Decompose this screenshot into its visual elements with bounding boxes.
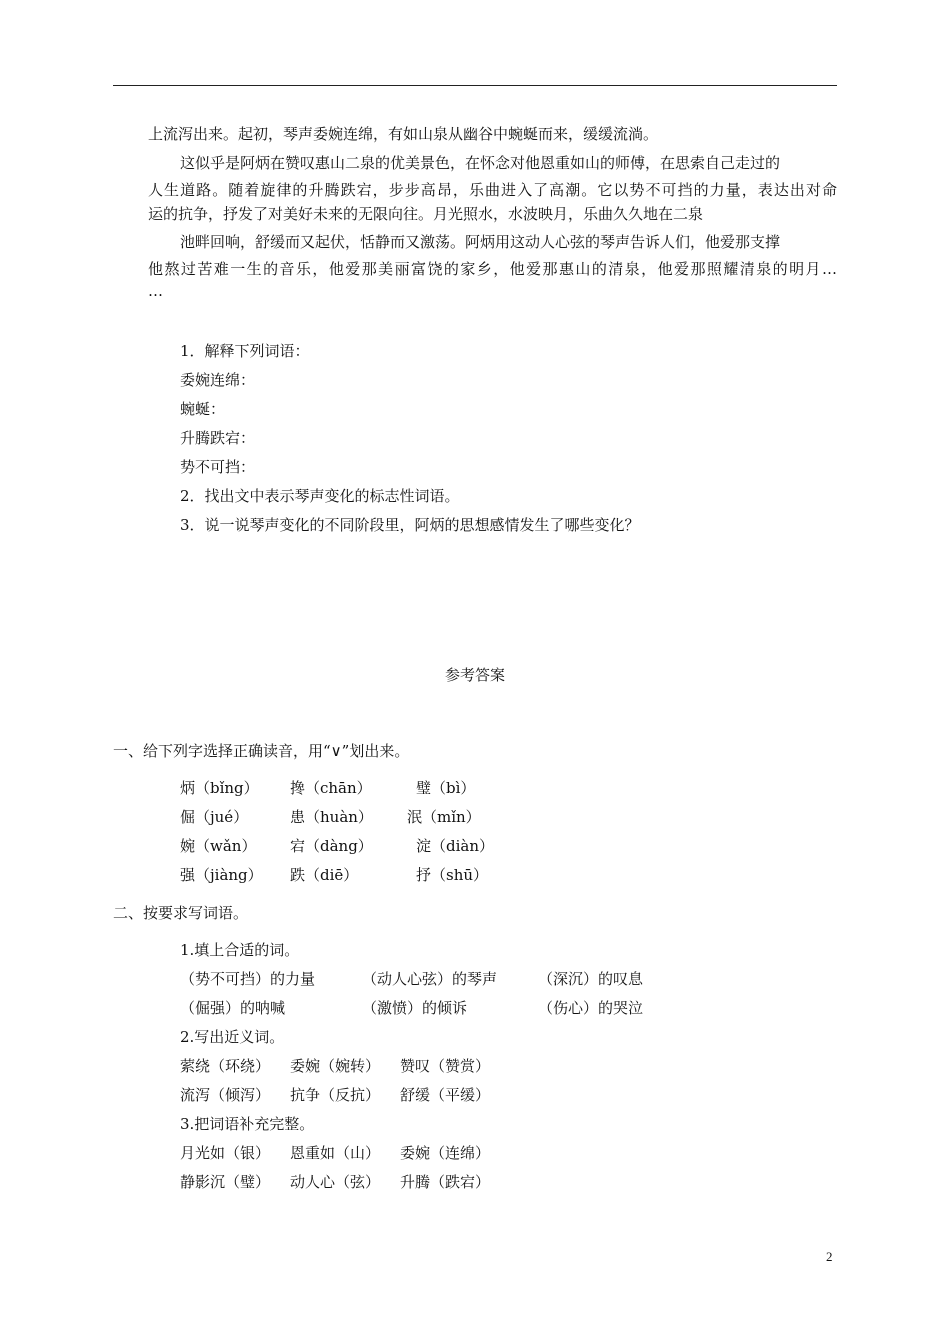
subsection-heading: 3.把词语补充完整。: [180, 1115, 315, 1133]
passage-line: 运的抗争，抒发了对美好未来的无限向往。月光照水，水波映月，乐曲久久地在二泉: [148, 205, 704, 223]
pinyin-item: 搀（chān）: [290, 779, 372, 797]
completion-item: 动人心（弦）: [290, 1173, 381, 1191]
pinyin-item: 抒（shū）: [416, 866, 489, 884]
completion-item: 升腾（跌宕）: [400, 1173, 491, 1191]
synonym-item: 萦绕（环绕）: [180, 1057, 271, 1075]
synonym-item: 流泻（倾泻）: [180, 1086, 271, 1104]
completion-item: 静影沉（璧）: [180, 1173, 271, 1191]
pinyin-item: 璧（bì）: [416, 779, 476, 797]
pinyin-item: 宕（dàng）: [290, 837, 373, 855]
section-2-heading: 二、按要求写词语。: [113, 904, 249, 922]
subsection-heading: 2.写出近义词。: [180, 1028, 285, 1046]
answer-key-title: 参考答案: [444, 666, 505, 684]
fill-item: （深沉）的叹息: [538, 970, 644, 988]
synonym-item: 舒缓（平缓）: [400, 1086, 491, 1104]
fill-item: （激愤）的倾诉: [362, 999, 468, 1017]
passage-line: …: [148, 282, 163, 300]
fill-item: （倔强）的呐喊: [180, 999, 286, 1017]
header-rule: [113, 85, 837, 86]
passage-line: 他熬过苦难一生的音乐，他爱那美丽富饶的家乡，他爱那惠山的清泉，他爱那照耀清泉的明月…: [148, 260, 837, 278]
page-number: 2: [826, 1249, 833, 1264]
pinyin-item: 炳（bǐng）: [180, 779, 259, 797]
passage-line: 池畔回响，舒缓而又起伏，恬静而又激荡。阿炳用这动人心弦的琴声告诉人们，他爱那支撑: [180, 233, 781, 251]
pinyin-item: 跌（diē）: [290, 866, 359, 884]
pinyin-item: 患（huàn）: [290, 808, 373, 826]
passage-line: 上流泻出来。起初，琴声委婉连绵，有如山泉从幽谷中蜿蜒而来，缓缓流淌。: [148, 125, 659, 143]
fill-item: （动人心弦）的琴声: [362, 970, 498, 988]
section-1-heading: 一、给下列字选择正确读音，用“∨”划出来。: [113, 742, 410, 760]
question-1-term: 委婉连绵：: [180, 371, 256, 389]
completion-item: 月光如（银）: [180, 1144, 271, 1162]
fill-item: （伤心）的哭泣: [538, 999, 644, 1017]
question-1-term: 升腾跌宕：: [180, 429, 256, 447]
question-3: 3．说一说琴声变化的不同阶段里，阿炳的思想感情发生了哪些变化？: [180, 516, 640, 534]
completion-item: 恩重如（山）: [290, 1144, 381, 1162]
synonym-item: 委婉（婉转）: [290, 1057, 381, 1075]
question-2: 2．找出文中表示琴声变化的标志性词语。: [180, 487, 460, 505]
question-1-term: 蜿蜒：: [180, 400, 226, 418]
question-1-term: 势不可挡：: [180, 458, 256, 476]
pinyin-item: 泯（mǐn）: [407, 808, 481, 826]
synonym-item: 赞叹（赞赏）: [400, 1057, 491, 1075]
passage-line: 这似乎是阿炳在赞叹惠山二泉的优美景色，在怀念对他恩重如山的师傅，在思索自己走过的: [180, 154, 781, 172]
completion-item: 委婉（连绵）: [400, 1144, 491, 1162]
fill-item: （势不可挡）的力量: [180, 970, 316, 988]
subsection-heading: 1.填上合适的词。: [180, 941, 300, 959]
synonym-item: 抗争（反抗）: [290, 1086, 381, 1104]
question-1: 1．解释下列词语：: [180, 342, 310, 360]
pinyin-item: 淀（diàn）: [416, 837, 495, 855]
passage-line: 人生道路。随着旋律的升腾跌宕，步步高昂，乐曲进入了高潮。它以势不可挡的力量，表达出对命: [148, 181, 837, 199]
pinyin-item: 倔（jué）: [180, 808, 249, 826]
pinyin-item: 强（jiàng）: [180, 866, 263, 884]
pinyin-item: 婉（wǎn）: [180, 837, 257, 855]
